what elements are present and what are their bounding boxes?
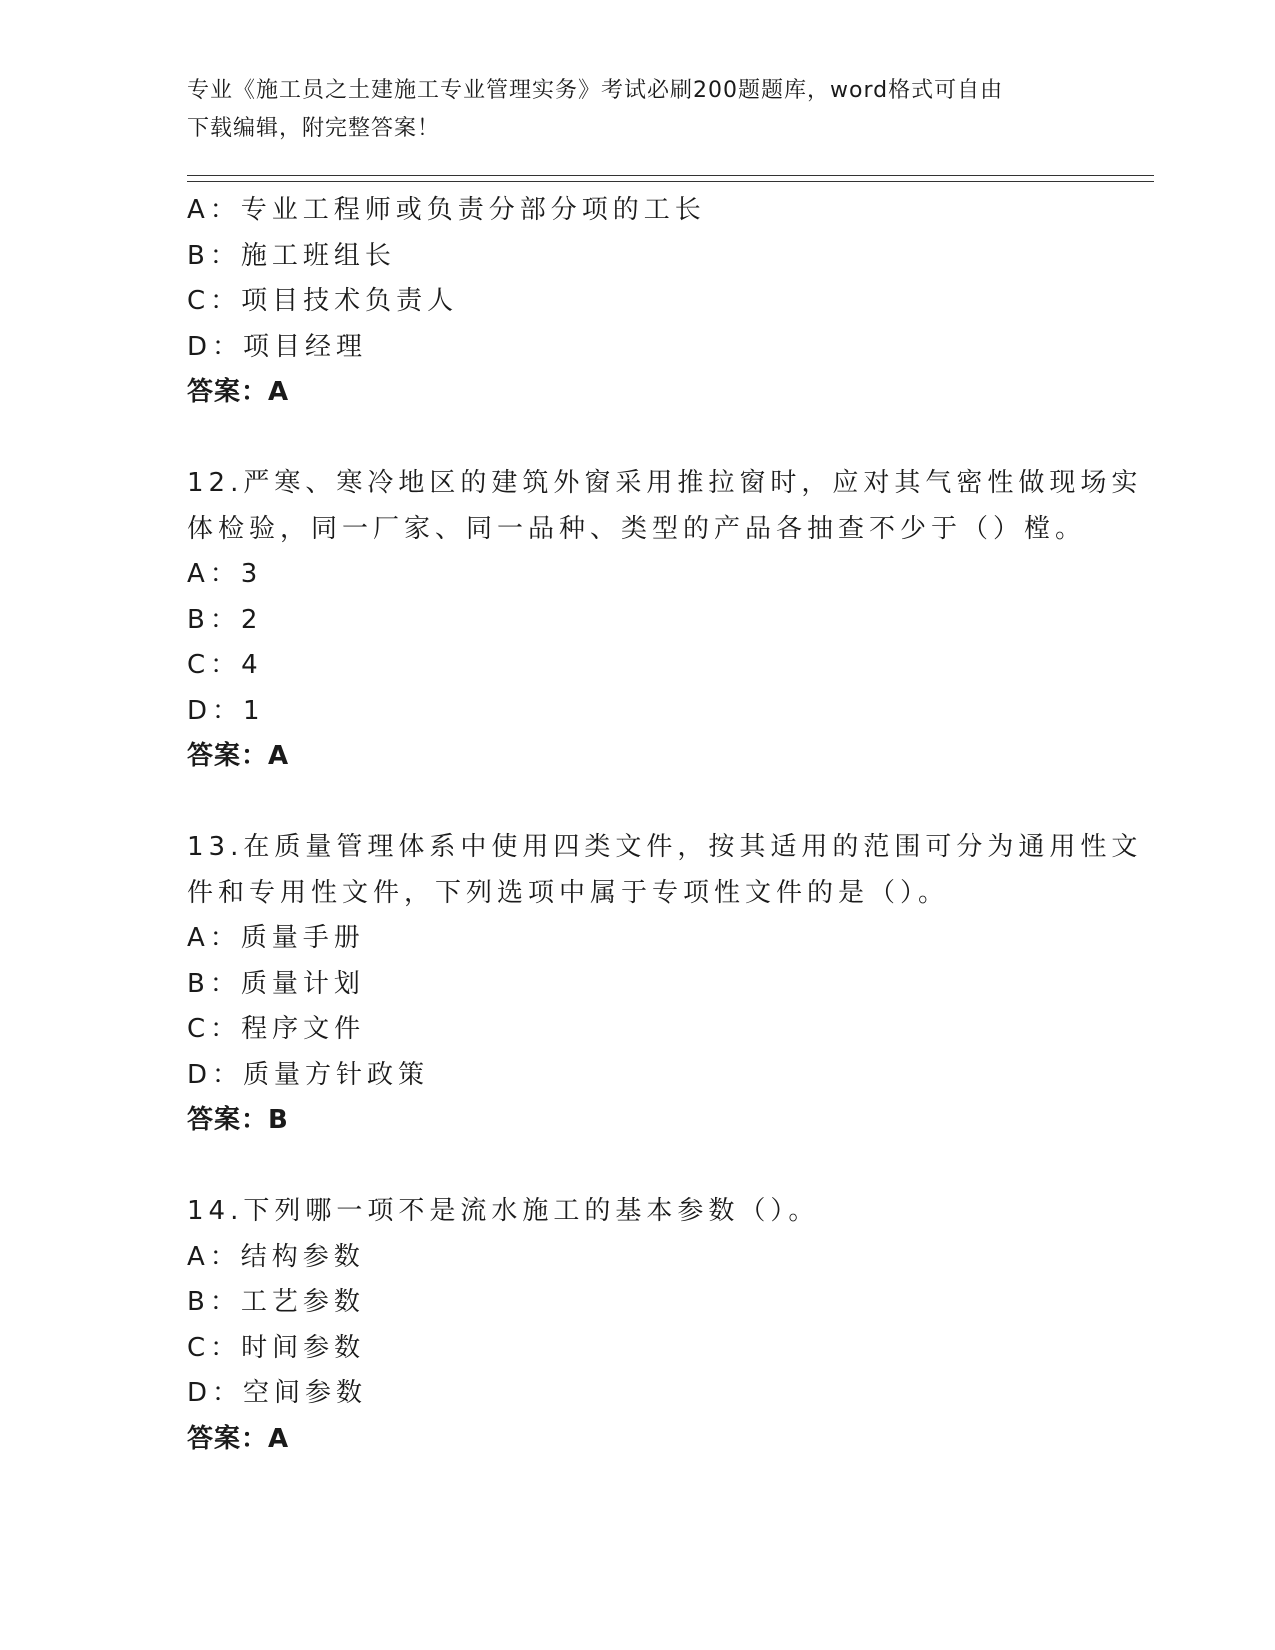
option-a: A：质量手册: [187, 923, 365, 953]
question-stem-line-1: 13.在质量管理体系中使用四类文件，按其适用的范围可分为通用性文: [187, 832, 1143, 862]
question-13: [187, 825, 1143, 1144]
question-stem-line-2: 件和专用性文件，下列选项中属于专项性文件的是（）。: [187, 877, 950, 908]
answer: 答案：A: [187, 741, 290, 771]
option-a: A：3: [187, 559, 263, 589]
header-title-line-1: 专业《施工员之土建施工专业管理实务》考试必刷200题题库，word格式可自由: [187, 78, 1004, 103]
option-b: B：质量计划: [187, 968, 365, 999]
question-14: [187, 1189, 1087, 1462]
option-a: A：结构参数: [187, 1241, 365, 1272]
option-a: A：专业工程师或负责分部分项的工长: [187, 195, 706, 225]
question-stem-line-1: 14.下列哪一项不是流水施工的基本参数（）。: [187, 1196, 820, 1226]
header-double-rule: [187, 175, 1154, 182]
answer: 答案：A: [187, 377, 290, 407]
option-c: C：时间参数: [187, 1332, 366, 1363]
option-c: C：4: [187, 650, 263, 680]
option-b: B：2: [187, 604, 263, 635]
option-d: D：质量方针政策: [187, 1059, 430, 1090]
option-c: C：项目技术负责人: [187, 286, 459, 316]
question-stem-line-1: 12.严寒、寒冷地区的建筑外窗采用推拉窗时，应对其气密性做现场实: [187, 468, 1143, 498]
question-12: [187, 461, 1143, 780]
answer: 答案：B: [187, 1105, 289, 1135]
option-c: C：程序文件: [187, 1014, 366, 1044]
answer: 答案：A: [187, 1423, 290, 1454]
spacer: [187, 416, 1087, 462]
spacer: [187, 780, 1087, 826]
option-d: D：项目经理: [187, 331, 368, 362]
document-header: [187, 72, 1067, 148]
question-list: [187, 188, 1143, 1462]
option-d: D：1: [187, 695, 265, 726]
spacer: [187, 1144, 1087, 1190]
option-d: D：空间参数: [187, 1378, 368, 1408]
header-title-line-2: 下载编辑，附完整答案！: [187, 116, 441, 141]
option-b: B：工艺参数: [187, 1287, 365, 1317]
question-11: [187, 188, 1087, 416]
option-b: B：施工班组长: [187, 240, 396, 271]
question-stem-line-2: 体检验，同一厂家、同一品种、类型的产品各抽查不少于（）樘。: [187, 513, 1087, 544]
